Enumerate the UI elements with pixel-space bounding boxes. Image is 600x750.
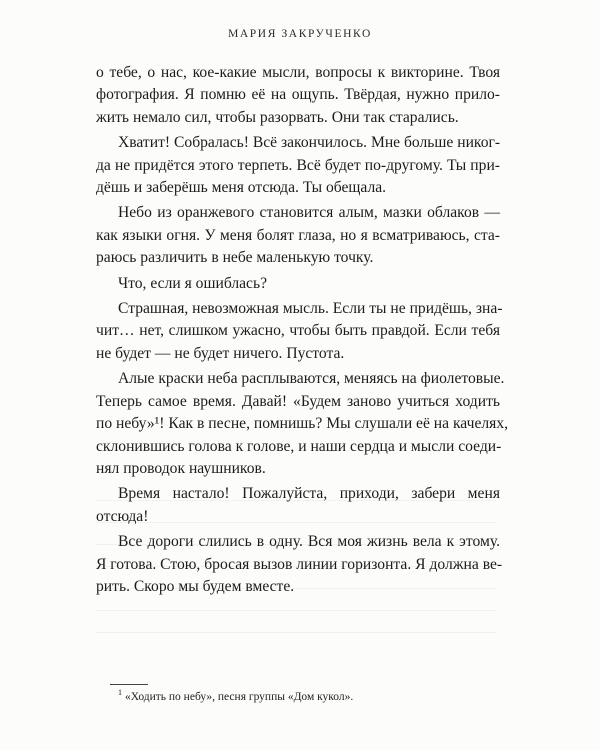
text-line: нял проводок наушников. (96, 459, 266, 477)
text-line: да не придётся этого терпеть. Всё будет по-другому. Ты при- (96, 156, 500, 174)
text-line: Страшная, невозможная мысль. Если ты не придёшь, зна- (118, 300, 503, 318)
text-line: Небо из оранжевого становится алым, мазки облаков — (118, 204, 500, 222)
text-line: фотография. Я помню её на ощупь. Твёрдая, нужно прило- (96, 86, 500, 104)
paragraph (96, 483, 500, 528)
text-line: по небу»¹! Как в песне, помнишь? Мы слушали её на качелях, (96, 415, 509, 433)
text-line: Хватит! Собралась! Всё закончилось. Мне больше никог- (118, 134, 501, 152)
paragraph (96, 368, 509, 480)
paragraph (96, 531, 503, 598)
text-line: Теперь самое время. Давай! «Будем заново учиться ходить (96, 392, 500, 410)
text-line: Время настало! Пожалуйста, приходи, забери меня (118, 485, 500, 503)
footnote-marker: 1 (118, 688, 122, 698)
text-line: раюсь различить в небе маленькую точку. (96, 249, 374, 267)
footnote-divider (110, 684, 148, 685)
text-line: Я готова. Стою, бросая вызов линии горизонта. Я должна ве- (96, 555, 503, 573)
text-line: Алые краски неба расплываются, меняясь на фиолетовые. (118, 370, 505, 388)
paragraph (96, 132, 500, 199)
body-text (96, 62, 509, 601)
text-line: отсюда! (96, 507, 149, 525)
text-line: чит… нет, слишком ужасно, чтобы быть правдой. Если тебя (96, 322, 500, 340)
footnote-text: «Ходить по небу», песня группы «Дом кукол». (125, 691, 354, 703)
text-line: не будет — не будет ничего. Пустота. (96, 344, 345, 362)
text-line: Что, если я ошиблась? (118, 274, 268, 292)
footnote (118, 688, 354, 703)
text-line: дёшь и заберёшь меня отсюда. Ты обещала. (96, 179, 387, 197)
text-line: о тебе, о нас, кое-какие мысли, вопросы к викторине. Твоя (96, 64, 500, 81)
text-line: Все дороги слились в одну. Вся моя жизнь вела к этому. (118, 533, 500, 551)
paragraph (96, 62, 500, 129)
text-line: рить. Скоро мы будем вместе. (96, 577, 295, 595)
text-line: жить немало сил, чтобы разорвать. Они так старались. (96, 108, 459, 126)
paragraph (96, 298, 503, 365)
running-head: МАРИЯ ЗАКРУЧЕНКО (228, 28, 372, 40)
paragraph (96, 202, 500, 269)
paragraph (96, 273, 500, 295)
text-line: как языки огня. У меня болят глаза, но я всматриваюсь, ста- (96, 226, 500, 244)
text-line: склонившись голова к голове, и наши сердца и мысли соеди- (96, 437, 502, 455)
